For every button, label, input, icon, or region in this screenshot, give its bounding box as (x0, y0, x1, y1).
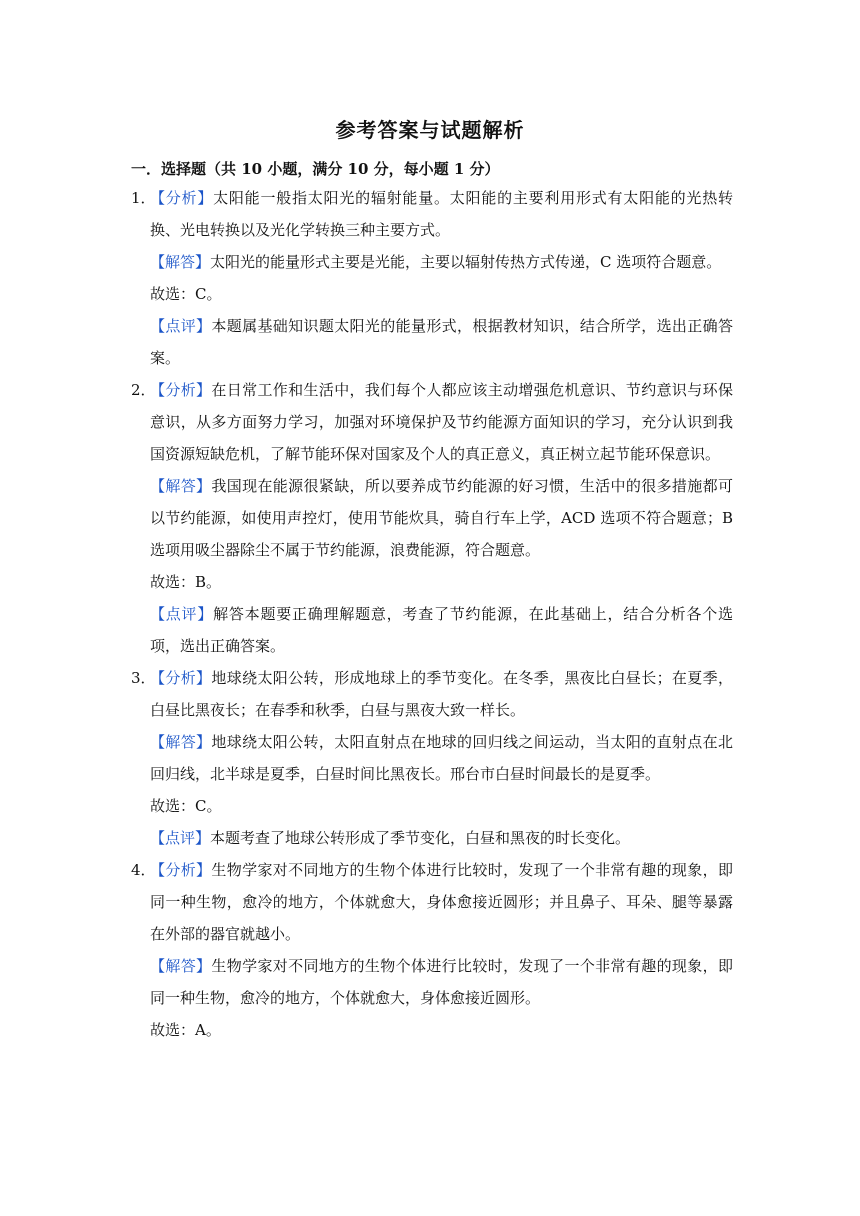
analysis-block (150, 374, 733, 470)
answer-text: 我国现在能源很紧缺，所以要养成节约能源的好习惯，生活中的很多措施都可以节约能源，如使用声控灯，使用节能炊具，骑自行车上学，ACD 选项不符合题意；B 选项用吸尘器除尘不属于节约能源，浪费能源，符合题意。 (150, 477, 733, 559)
question-number: 1． (131, 189, 156, 207)
comment-block (150, 310, 733, 374)
analysis-block (150, 182, 733, 246)
analysis-block (150, 854, 733, 950)
comment-text: 解答本题要正确理解题意，考查了节约能源，在此基础上，结合分析各个选项，选出正确答案。 (150, 605, 733, 655)
answers-list (131, 182, 733, 1046)
answer-block (150, 726, 733, 790)
question-4 (131, 854, 733, 1046)
answer-block (150, 950, 733, 1014)
answer-text: 生物学家对不同地方的生物个体进行比较时，发现了一个非常有趣的现象，即同一种生物，愈冷的地方，个体就愈大，身体愈接近圆形。 (150, 957, 733, 1007)
choice-text: 故选：C。 (150, 797, 222, 815)
comment-tag: 【点评】 (150, 829, 211, 847)
question-2 (131, 374, 733, 662)
comment-tag: 【点评】 (150, 605, 214, 623)
answer-tag: 【解答】 (150, 733, 212, 751)
answer-text: 地球绕太阳公转，太阳直射点在地球的回归线之间运动，当太阳的直射点在北回归线，北半球是夏季，白昼时间比黑夜长。邢台市白昼时间最长的是夏季。 (150, 733, 733, 783)
question-number: 4． (131, 861, 156, 879)
analysis-text: 在日常工作和生活中，我们每个人都应该主动增强危机意识、节约意识与环保意识，从多方面努力学习，加强对环境保护及节约能源方面知识的学习，充分认识到我国资源短缺危机，了解节能环保对国家及个人的真正意义，真正树立起节能环保意识。 (150, 381, 733, 463)
question-number: 3． (131, 669, 156, 687)
comment-tag: 【点评】 (150, 317, 212, 335)
question-3 (131, 662, 733, 854)
answer-tag: 【解答】 (150, 957, 212, 975)
answer-block (150, 246, 733, 278)
section-heading: 一．选择题（共 10 小题，满分 10 分，每小题 1 分） (131, 160, 500, 178)
question-1 (131, 182, 733, 374)
analysis-text: 地球绕太阳公转，形成地球上的季节变化。在冬季，黑夜比白昼长；在夏季，白昼比黑夜长；在春季和秋季，白昼与黑夜大致一样长。 (150, 669, 733, 719)
answer-tag: 【解答】 (150, 253, 211, 271)
comment-block (150, 822, 733, 854)
analysis-text: 太阳能一般指太阳光的辐射能量。太阳能的主要利用形式有太阳能的光热转换、光电转换以及光化学转换三种主要方式。 (150, 189, 733, 239)
analysis-tag: 【分析】 (150, 189, 214, 207)
comment-block (150, 598, 733, 662)
choice-text: 故选：C。 (150, 285, 222, 303)
choice-text: 故选：B。 (150, 573, 222, 591)
answer-tag: 【解答】 (150, 477, 212, 495)
analysis-block (150, 662, 733, 726)
answer-block (150, 470, 733, 566)
comment-text: 本题考查了地球公转形成了季节变化，白昼和黑夜的时长变化。 (210, 829, 631, 847)
analysis-tag: 【分析】 (150, 861, 212, 879)
answer-text: 太阳光的能量形式主要是光能，主要以辐射传热方式传递，C 选项符合题意。 (210, 253, 722, 271)
choice-text: 故选：A。 (150, 1021, 221, 1039)
page-title: 参考答案与试题解析 (335, 118, 525, 142)
comment-text: 本题属基础知识题太阳光的能量形式，根据教材知识，结合所学，选出正确答案。 (150, 317, 733, 367)
analysis-tag: 【分析】 (150, 381, 212, 399)
question-number: 2． (131, 381, 156, 399)
analysis-tag: 【分析】 (150, 669, 212, 687)
analysis-text: 生物学家对不同地方的生物个体进行比较时，发现了一个非常有趣的现象，即同一种生物，愈冷的地方，个体就愈大，身体愈接近圆形；并且鼻子、耳朵、腿等暴露在外部的器官就越小。 (150, 861, 733, 943)
